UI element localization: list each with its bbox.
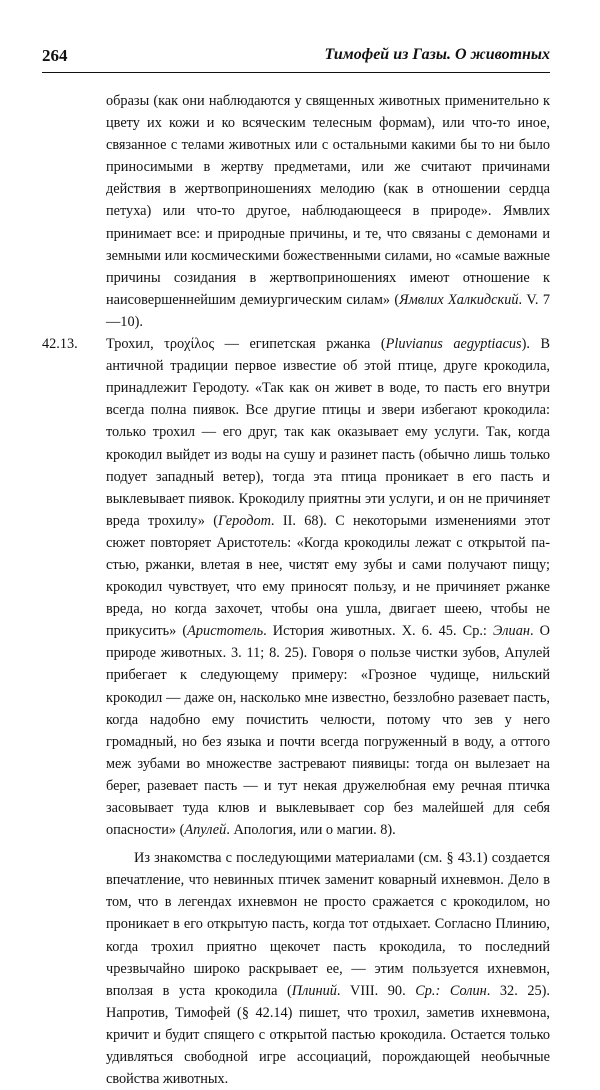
text-run: . История животных. X. 6. 45. Ср.:	[263, 623, 494, 640]
citation-author: Аристотель	[187, 623, 264, 640]
citation-author: Ср.: Солин	[415, 982, 487, 999]
body-text	[42, 90, 550, 1090]
text-run: . VIII. 90.	[336, 982, 416, 999]
text-run: . 32. 25). Напротив, Тимофей (§ 42.14) пишет, что трохил, заметив ихневмона, кричит и будит спящего с открытой пастью крокодила. Остается только удивляться свободной игре ассоциаций, порождающей необычные свойства животных.	[106, 982, 550, 1088]
page-header	[42, 44, 550, 73]
text-run: . О природе животных. 3. 11; 8. 25). Говоря о пользе чистки зубов, Апулей прибегает к следующему примеру: «Грозное чудище, нильский крокодил — даже он, насколько мне известно, беззлобно разевает пасть, когда надобно ему почистить челюсти, потому что зев у него громадный, но без языка и почти всегда погруженный в воду, а оттого меж зубами во множестве застревают пиявицы: тогда он вылезает на берег, разевает пасть — и тут некая дружелюбная ему речная птичка засовывает туда клюв и выклевывает сор без малейшей для себя опасности» (	[106, 623, 550, 839]
citation-author: Плиний	[291, 982, 337, 999]
latin-name: Pluvianus aegyptiacus	[385, 336, 522, 353]
paragraph-ichneumon	[42, 847, 550, 1090]
citation-author: Геродот	[218, 512, 271, 529]
entry-number: 42.13.	[42, 336, 78, 353]
text-run: Из знакомства с последующими материалами (см. § 43.1) создается впечатление, что невинных птичек заменит коварный ихневмон. Дело в том, что в легендах ихневмон не просто сражается с крокодилом, но проникает в его открытую пасть, когда тот отдыхает. Согласно Плинию, когда трохил приятно щекочет пасть крокодила, то последний чрезвычайно широко раскрывает ее, — этим пользуется ихневмон, вползая в уста крокодила (	[106, 850, 550, 999]
entry-text	[42, 333, 550, 841]
citation-author: Элиан	[493, 623, 530, 640]
text-run: Трохил, τροχίλος — египетская ржанка (	[106, 336, 386, 353]
commentary-entry	[42, 333, 550, 841]
paragraph-iamblichus	[42, 90, 550, 333]
citation-author: Апулей	[184, 822, 227, 839]
text-run: . V. 7—10).	[106, 291, 550, 330]
text-run: ). В античной традиции первое известие об этой птице, друге крокодила, принадлежит Геродоту. «Так как он живет в воде, то пасть его внутри всегда полна пиявок. Все другие птицы и звери избегают крокодила: только трохил — его друг, так как оказывает ему услуги. Так, когда крокодил выйдет из воды на сушу и разинет пасть (обычно лишь только подует западный ветер), тогда эта птица проникает в его пасть и выклевывает пиявок. Крокодилу приятны эти услуги, и он не причиняет вреда трохилу» (	[106, 336, 550, 529]
text-run: образы (как они наблюдаются у священных животных применительно к цвету их кожи и ко всяческим телесным формам), или что-то иное, связанное с телами животных или с остальными какими бы то ни было приносимыми в жертву предметами, или же считают причинами действия в жертвоприношениях мелодию (как в отношении сердца петуха) или что-то другое, наблюдающееся в природе». Ямвлих принимает все: и природные причины, и те, что связаны с демонами и земными или космическими божественными силами, но «самые важные причины созидания в жертвоприношениях имеют отношение к наисовершеннейшим демиургическим силам» (	[106, 93, 550, 308]
citation-author: Ямвлих Халкидский	[399, 291, 519, 308]
running-title: Тимофей из Газы. О животных	[324, 46, 550, 63]
text-run: . Апология, или о магии. 8).	[226, 822, 396, 839]
text-run: . II. 68). С некоторыми изменениями этот сюжет повторяет Аристотель: «Когда крокодилы лежат с открытой пастью, ржанки, влетая в нее, чистят ему зубы и сами получают пищу; крокодил чувствует, что ему приносят пользу, и не причиняет ржанке вреда, но когда захочет, чтобы она ушла, двигает шеею, чтобы не прикусить» (	[106, 512, 550, 640]
page-number: 264	[42, 46, 68, 65]
